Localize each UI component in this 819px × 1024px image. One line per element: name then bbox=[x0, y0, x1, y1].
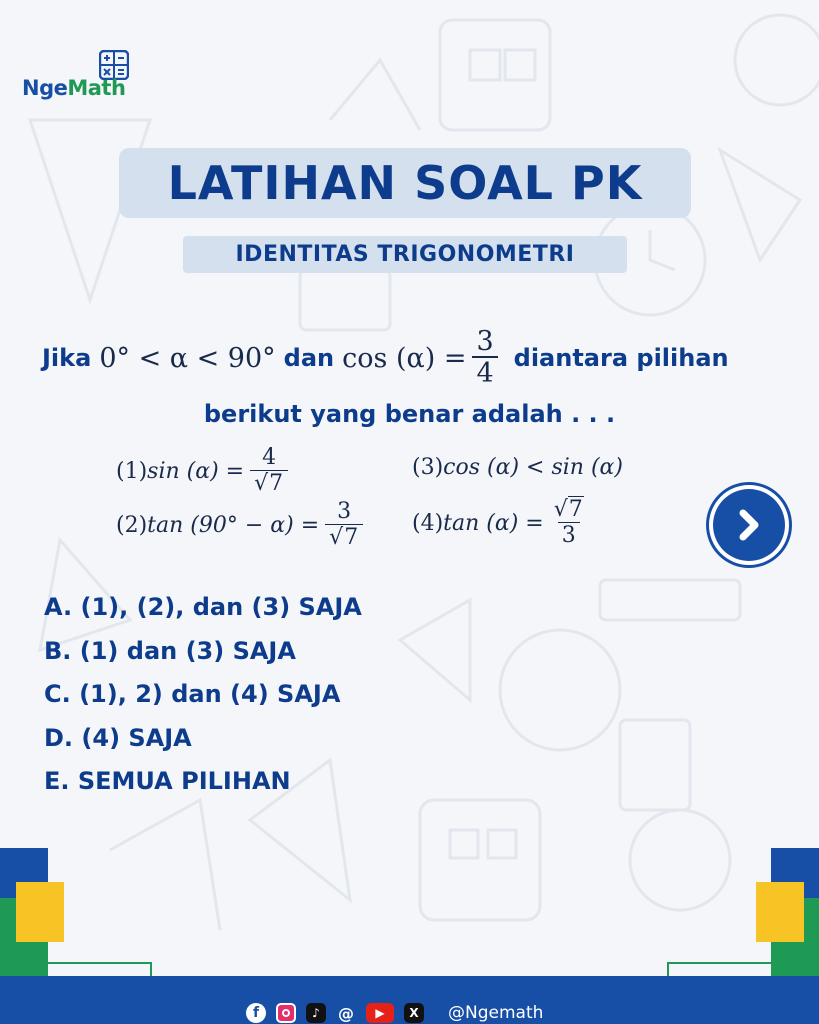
answer-d[interactable]: D. (4) SAJA bbox=[44, 723, 192, 752]
answer-b[interactable]: B. (1) dan (3) SAJA bbox=[44, 636, 296, 665]
question-line-1 bbox=[42, 318, 812, 398]
chevron-right-icon bbox=[729, 505, 769, 545]
question-cos-expression: cos (α) = bbox=[342, 342, 467, 374]
decor-block-yellow-right bbox=[756, 882, 804, 942]
page-title: LATIHAN SOAL PK bbox=[167, 156, 643, 210]
title-banner bbox=[119, 148, 691, 218]
logo-wordmark: NgeMath bbox=[22, 76, 126, 100]
question-intro: Jika bbox=[42, 344, 92, 372]
youtube-icon[interactable]: ▶ bbox=[366, 1003, 394, 1023]
threads-icon[interactable]: @ bbox=[338, 1003, 354, 1023]
option-1: (1)sin (α) = $\frac{4}{√7}$ bbox=[116, 446, 294, 496]
question-connector: dan bbox=[283, 344, 335, 372]
question-tail: diantara pilihan bbox=[513, 344, 729, 372]
subtitle-banner bbox=[183, 236, 627, 273]
option-3: (3)cos (α) < sin (α) bbox=[412, 455, 623, 480]
x-icon[interactable]: X bbox=[404, 1003, 424, 1023]
page-subtitle: IDENTITAS TRIGONOMETRI bbox=[235, 242, 575, 267]
answer-e[interactable]: E. SEMUA PILIHAN bbox=[44, 767, 291, 795]
next-slide-button[interactable] bbox=[706, 482, 792, 568]
question-line-2: berikut yang benar adalah . . . bbox=[203, 400, 616, 428]
instagram-icon[interactable] bbox=[276, 1003, 296, 1023]
social-links bbox=[246, 1002, 543, 1024]
decor-block-yellow-left bbox=[16, 882, 64, 942]
tiktok-icon[interactable]: ♪ bbox=[306, 1003, 326, 1023]
ngemath-logo bbox=[22, 50, 142, 104]
answer-a[interactable]: A. (1), (2), dan (3) SAJA bbox=[44, 593, 362, 621]
social-handle[interactable]: @Ngemath bbox=[448, 1003, 544, 1023]
question-condition: 0° < α < 90° bbox=[99, 342, 276, 374]
answer-c[interactable]: C. (1), 2) dan (4) SAJA bbox=[44, 680, 341, 708]
question-cos-fraction: $\frac{3}{4}$ bbox=[472, 327, 497, 390]
facebook-icon[interactable]: f bbox=[246, 1003, 266, 1023]
answer-list bbox=[44, 590, 362, 808]
option-2: (2)tan (90° − α) = $\frac{3}{√7}$ bbox=[116, 500, 369, 550]
option-4: (4)tan (α) = $\frac{√7}{3}$ bbox=[412, 497, 583, 549]
